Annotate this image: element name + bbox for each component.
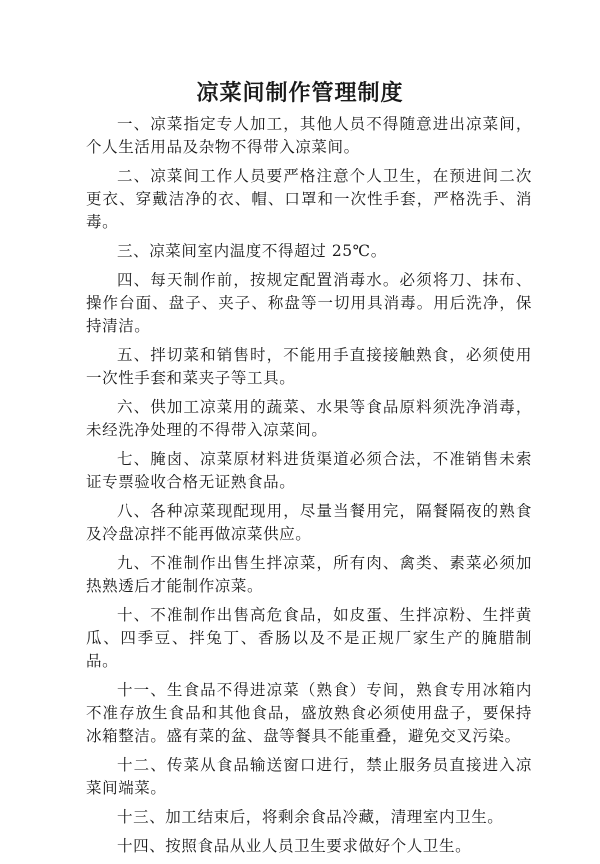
rule-paragraph: 十一、生食品不得进凉菜（熟食）专间，熟食专用冰箱内不准存放生食品和其他食品，盛放熟食必须使用盘子，要保持冰箱整洁。盛有菜的盆、盘等餐具不能重叠，避免交叉污染。 bbox=[86, 681, 532, 745]
document-title: 凉菜间制作管理制度 bbox=[196, 80, 404, 106]
rule-paragraph: 二、凉菜间工作人员要严格注意个人卫生，在预进间二次更衣、穿戴洁净的衣、帽、口罩和一次性手套，严格洗手、消毒。 bbox=[86, 167, 532, 231]
rule-paragraph: 十、不准制作出售高危食品，如皮蛋、生拌凉粉、生拌黄瓜、四季豆、拌兔丁、香肠以及不是正规厂家生产的腌腊制品。 bbox=[86, 606, 532, 670]
rule-paragraph: 一、凉菜指定专人加工，其他人员不得随意进出凉菜间，个人生活用品及杂物不得带入凉菜间。 bbox=[86, 115, 532, 156]
rule-paragraph: 五、拌切菜和销售时，不能用手直接接触熟食，必须使用一次性手套和菜夹子等工具。 bbox=[86, 346, 532, 387]
rules-list bbox=[86, 113, 532, 864]
rule-paragraph: 八、各种凉菜现配现用，尽量当餐用完，隔餐隔夜的熟食及冷盘凉拌不能再做凉菜供应。 bbox=[86, 502, 532, 543]
rule-paragraph: 七、腌卤、凉菜原材料进货渠道必须合法，不准销售未索证专票验收合格无证熟食品。 bbox=[86, 450, 532, 491]
rule-paragraph: 十二、传菜从食品输送窗口进行，禁止服务员直接进入凉菜间端菜。 bbox=[86, 756, 532, 797]
rule-paragraph: 九、不准制作出售生拌凉菜，所有肉、禽类、素菜必须加热熟透后才能制作凉菜。 bbox=[86, 554, 532, 595]
rule-paragraph: 十四、按照食品从业人员卫生要求做好个人卫生。 bbox=[117, 837, 472, 855]
rule-paragraph: 四、每天制作前，按规定配置消毒水。必须将刀、抹布、操作台面、盘子、夹子、称盘等一切用具消毒。用后洗净，保持清洁。 bbox=[86, 271, 532, 335]
rule-paragraph: 十三、加工结束后，将剩余食品冷藏，清理室内卫生。 bbox=[117, 808, 504, 826]
rule-paragraph: 六、供加工凉菜用的蔬菜、水果等食品原料须洗净消毒，未经洗净处理的不得带入凉菜间。 bbox=[86, 398, 532, 439]
rule-paragraph: 三、凉菜间室内温度不得超过 25℃。 bbox=[117, 242, 387, 260]
